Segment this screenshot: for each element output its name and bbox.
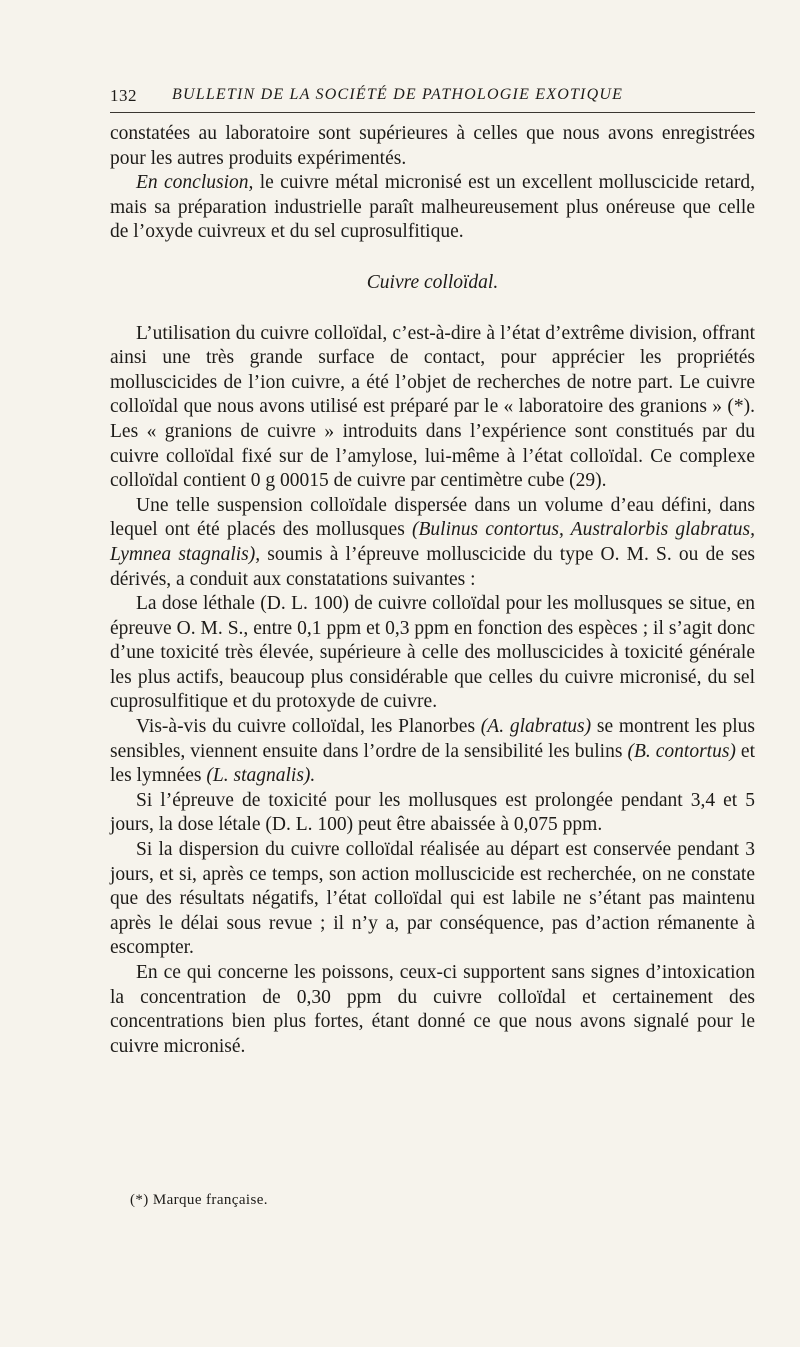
- paragraph-continuation: constatées au laboratoire sont supérieures à celles que nous avons enregistrées pour les autres produits expérimentés.: [110, 123, 755, 169]
- conclusion-emphasis: En conclusion,: [136, 172, 254, 194]
- page-header: [110, 84, 755, 112]
- suspension-text-a: Une telle suspension colloïdale dispersée dans un volume d’eau défini, dans lequel ont été placés des mollusques: [110, 494, 755, 541]
- sensibilite-text-a: Vis-à-vis du cuivre colloïdal, les Planorbes: [136, 716, 481, 738]
- running-title: BULLETIN DE LA SOCIÉTÉ DE PATHOLOGIE EXOTIQUE: [172, 86, 624, 103]
- paragraph-sensibilite: [110, 715, 755, 789]
- header-rule: [110, 112, 755, 113]
- footnote: (*) Marque française.: [130, 1192, 268, 1208]
- body-text: [110, 122, 755, 1059]
- paragraph-poissons: En ce qui concerne les poissons, ceux-ci supportent sans signes d’intoxication la concentration de 0,30 ppm du cuivre colloïdal et certainement des concentrations bien plus fortes, étant donné ce que nous avons signalé pour le cuivre micronisé.: [110, 962, 755, 1057]
- paragraph-suspension: [110, 494, 755, 592]
- paragraph-conclusion: [110, 171, 755, 245]
- sensibilite-text-c: et les lymnées: [110, 740, 755, 787]
- section-title: Cuivre colloïdal.: [366, 271, 499, 293]
- species-glabratus: (A. glabratus): [480, 716, 592, 738]
- sensibilite-text-b: se montrent les plus sensibles, viennent ensuite dans l’ordre de la sensibilité les bulins: [110, 716, 755, 762]
- paragraph-utilisation: L’utilisation du cuivre colloïdal, c’est-à-dire à l’état d’extrême division, offrant ainsi une très grande surface de contact, pour apprécier les propriétés molluscicides de l’ion cuivre, a été l’objet de recherches de notre part. Le cuivre colloïdal que nous avons utilisé est préparé par le « laboratoire des granions » (*). Les « granions de cuivre » introduits dans l’expérience sont constitués par du cuivre colloïdal fixé sur de l’amylose, lui-même à l’état colloïdal. Ce complexe colloïdal contient 0 g 00015 de cuivre par centimètre cube (29).: [110, 322, 755, 492]
- species-list: (Bulinus contortus, Australorbis glabratus, Lymnea stagnalis),: [110, 519, 755, 565]
- species-contortus: (B. contortus): [627, 740, 736, 762]
- paragraph-epreuve-prolongee: Si l’épreuve de toxicité pour les mollusques est prolongée pendant 3,4 et 5 jours, la dose létale (D. L. 100) peut être abaissée à 0,075 ppm.: [110, 789, 755, 836]
- page-number: 132: [110, 86, 137, 105]
- paragraph-dose-lethale: La dose léthale (D. L. 100) de cuivre colloïdal pour les mollusques se situe, en épreuve O. M. S., entre 0,1 ppm et 0,3 ppm en fonction des espèces ; il s’agit donc d’une toxicité très élevée, supérieure à celle des molluscicides à toxicité générale les plus actifs, beaucoup plus considérable que celles du cuivre micronisé, du sel cuprosulfitique et du protoxyde de cuivre.: [110, 593, 755, 713]
- conclusion-text: le cuivre métal micronisé est un excellent molluscicide retard, mais sa préparation industrielle paraît malheureusement plus onéreuse que celle de l’oxyde cuivreux et du sel cuprosulfitique.: [110, 172, 755, 243]
- suspension-text-b: soumis à l’épreuve molluscicide du type O. M. S. ou de ses dérivés, a conduit aux constatations suivantes :: [110, 543, 755, 590]
- species-stagnalis: (L. stagnalis).: [206, 765, 316, 787]
- paragraph-dispersion: Si la dispersion du cuivre colloïdal réalisée au départ est conservée pendant 3 jours, et si, après ce temps, son action molluscicide est recherchée, on ne constate que des résultats négatifs, l’état colloïdal qui est labile ne s’étant pas maintenu après le délai sous revue ; il n’y a, par conséquence, pas d’action rémanente à escompter.: [110, 839, 755, 959]
